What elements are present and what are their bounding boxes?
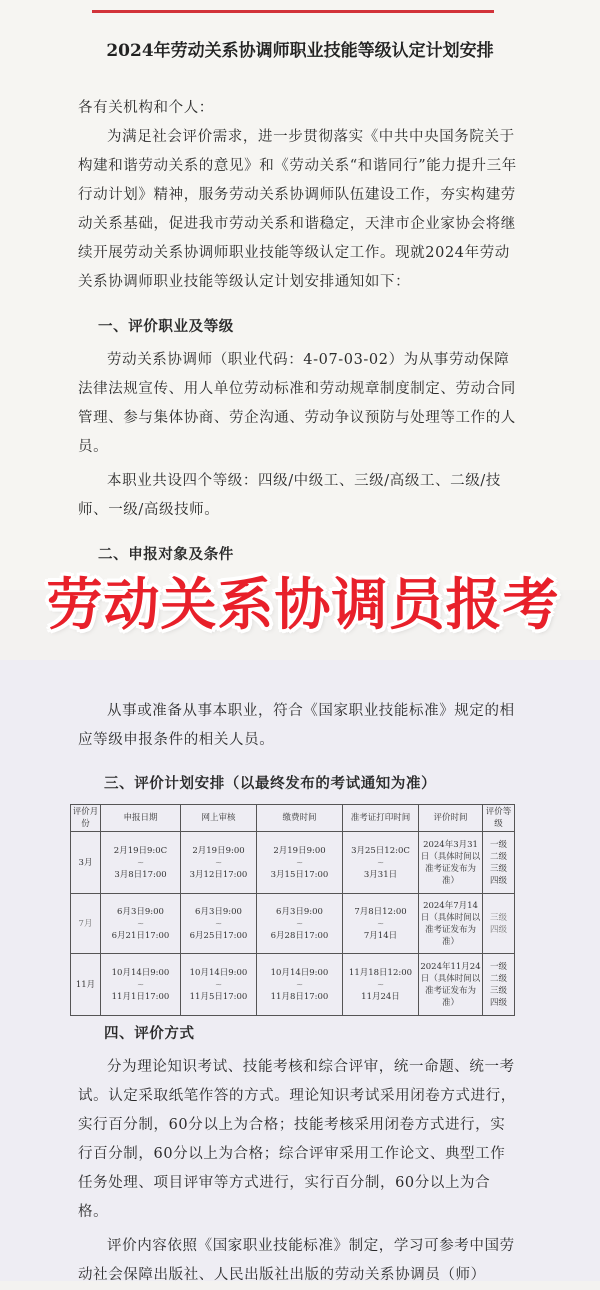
levels-cell (483, 954, 515, 1016)
section2-heading: 二、申报对象及条件 (98, 546, 234, 563)
level: 三级 (489, 863, 507, 874)
section4-paragraph2: 评价内容依照《国家职业技能标准》制定，学习可参考中国劳动社会保障出版社、人民出版社出版的劳动关系协调员（师） (78, 1238, 515, 1283)
apply-end: 11月1日17:00 (111, 991, 170, 1002)
fee-cell: 2月19日9:00 ~ 3月15日17:00 (257, 832, 343, 894)
eval-cell: 2024年3月31日（具体时间以准考证发布为准） (419, 832, 483, 894)
levels-cell (483, 832, 515, 894)
fee-start: 10月14日9:00 (270, 967, 329, 978)
document-title: 2024年劳动关系协调师职业技能等级认定计划安排 (106, 41, 494, 61)
fee-start: 2月19日9:00 (273, 845, 326, 856)
apply-cell: 10月14日9:00 ~ 11月1日17:00 (101, 954, 181, 1016)
header-cell: 缴费时间 (257, 805, 343, 832)
apply-end: 6月21日17:00 (111, 930, 170, 941)
level: 四级 (489, 875, 507, 886)
print-cell: 7月8日12:00 ~ 7月14日 (343, 894, 419, 954)
section1-heading: 一、评价职业及等级 (98, 318, 234, 335)
red-header-line (92, 10, 494, 13)
print-start: 11月18日12:00 (348, 967, 413, 978)
review-start: 2月19日9:00 (192, 845, 245, 856)
review-start: 6月3日9:00 (195, 906, 242, 917)
table-row (71, 894, 515, 954)
section1-paragraph1: 劳动关系协调师（职业代码：4-07-03-02）为从事劳动保障法律法规宣传、用人单位劳动标准和劳动规章制度制定、劳动合同管理、参与集体协商、劳企沟通、劳动争议预防与处理等工作的人员。 (78, 352, 516, 455)
print-start: 7月8日12:00 (354, 906, 407, 917)
month-cell: 11月 (71, 954, 101, 1016)
review-cell: 6月3日9:00 ~ 6月25日17:00 (181, 894, 257, 954)
section4-paragraph1: 分为理论知识考试、技能考核和综合评审，统一命题、统一考试。认定采取纸笔作答的方式。理论知识考试采用闭卷方式进行，实行百分制，60分以上为合格；技能考核采用闭卷方式进行，实行百分制，60分以上为合格；综合评审采用工作论文、典型工作任务处理、项目评审等方式进行，实行百分制，60分以上为合格。 (78, 1059, 516, 1220)
section2-paragraph: 从事或准备从事本职业，符合《国家职业技能标准》规定的相应等级申报条件的相关人员。 (78, 703, 515, 748)
schedule-table (70, 804, 515, 1016)
print-end: 3月31日 (363, 869, 398, 880)
header-cell: 评价等级 (483, 805, 515, 832)
print-cell: 11月18日12:00 ~ 11月24日 (343, 954, 419, 1016)
review-start: 10月14日9:00 (189, 967, 248, 978)
header-cell: 网上审核 (181, 805, 257, 832)
eval-cell: 2024年11月24日（具体时间以准考证发布为准） (419, 954, 483, 1016)
section1-paragraph2: 本职业共设四个等级：四级/中级工、三级/高级工、二级/技师、一级/高级技师。 (78, 473, 501, 518)
intro-paragraph: 为满足社会评价需求，进一步贯彻落实《中共中央国务院关于构建和谐劳动关系的意见》和《劳动关系“和谐同行”能力提升三年行动计划》精神，服务劳动关系协调师队伍建设工作，夯实构建劳动关系基础，促进我市劳动关系和谐稳定，天津市企业家协会将继续开展劳动关系协调师职业技能等级认定工作。现就2024年劳动关系协调师职业技能等级认定计划安排通知如下： (78, 129, 517, 290)
level: 三级 (489, 912, 507, 923)
month-cell: 3月 (71, 832, 101, 894)
apply-cell: 2月19日9:0C ~ 3月8日17:00 (101, 832, 181, 894)
level: 四级 (489, 997, 507, 1008)
level: 三级 (489, 985, 507, 996)
fee-cell: 6月3日9:00 ~ 6月28日17:00 (257, 894, 343, 954)
fee-end: 11月8日17:00 (270, 991, 329, 1002)
fee-cell: 10月14日9:00 ~ 11月8日17:00 (257, 954, 343, 1016)
table-header-row (71, 805, 515, 832)
review-cell: 2月19日9:00 ~ 3月12日17:00 (181, 832, 257, 894)
level: 一级 (489, 839, 507, 850)
section3-heading: 三、评价计划安排（以最终发布的考试通知为准） (104, 775, 437, 792)
print-end: 11月24日 (361, 991, 400, 1002)
promo-banner: 劳动关系协调员报考 (46, 573, 560, 638)
review-end: 11月5日17:00 (189, 991, 248, 1002)
eval-cell: 2024年7月14日（具体时间以准考证发布为准） (419, 894, 483, 954)
level: 一级 (489, 961, 507, 972)
fee-end: 6月28日17:00 (270, 930, 329, 941)
level: 二级 (489, 851, 507, 862)
apply-end: 3月8日17:00 (114, 869, 167, 880)
level: 四级 (489, 924, 507, 935)
section4-heading: 四、评价方式 (104, 1025, 195, 1042)
apply-cell: 6月3日9:00 ~ 6月21日17:00 (101, 894, 181, 954)
levels-cell (483, 894, 515, 954)
table-row (71, 954, 515, 1016)
salutation: 各有关机构和个人： (78, 100, 214, 116)
header-cell: 准考证打印时间 (343, 805, 419, 832)
header-cell: 评价时间 (419, 805, 483, 832)
apply-start: 10月14日9:00 (111, 967, 170, 978)
review-end: 6月25日17:00 (189, 930, 248, 941)
table-row (71, 832, 515, 894)
fee-start: 6月3日9:00 (276, 906, 323, 917)
review-end: 3月12日17:00 (189, 869, 248, 880)
header-cell: 评价月份 (71, 805, 101, 832)
print-cell: 3月25日12:0C ~ 3月31日 (343, 832, 419, 894)
review-cell: 10月14日9:00 ~ 11月5日17:00 (181, 954, 257, 1016)
print-end: 7月14日 (363, 930, 398, 941)
header-cell: 申报日期 (101, 805, 181, 832)
apply-start: 6月3日9:00 (117, 906, 164, 917)
month-cell: 7月 (71, 894, 101, 954)
print-start: 3月25日12:0C (351, 845, 410, 856)
level: 二级 (489, 973, 507, 984)
fee-end: 3月15日17:00 (270, 869, 329, 880)
apply-start: 2月19日9:0C (113, 845, 168, 856)
